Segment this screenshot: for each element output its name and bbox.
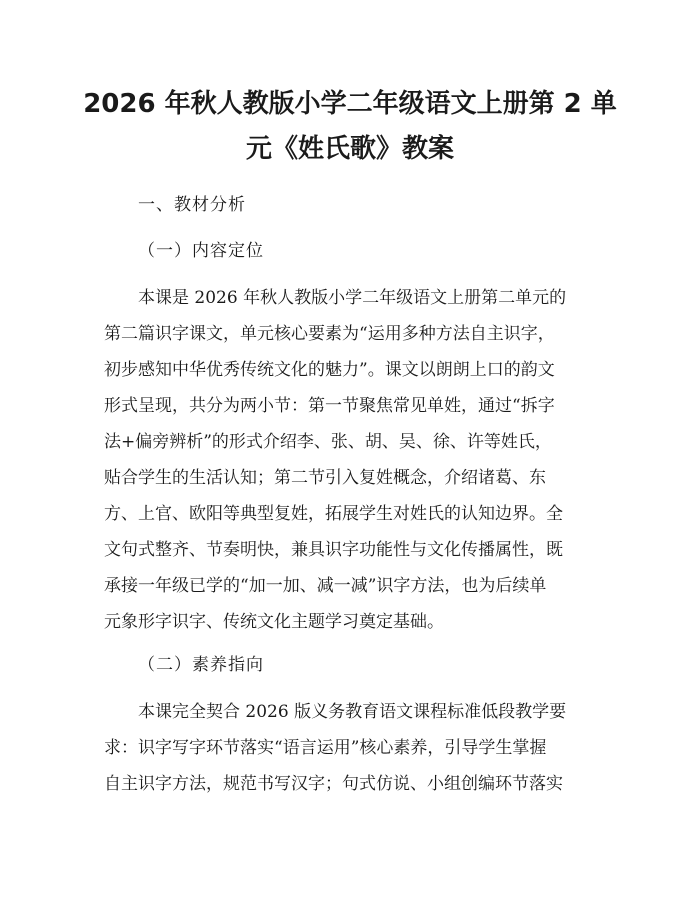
paragraph-line: 贴合学生的生活认知；第二节引入复姓概念，介绍诸葛、东	[104, 468, 546, 488]
paragraph-line: 方、上官、欧阳等典型复姓，拓展学生对姓氏的认知边界。全	[104, 504, 563, 524]
subsection-heading-literacy-orientation: （二）素养指向	[138, 655, 264, 675]
section-heading-teaching-material-analysis: 一、教材分析	[138, 195, 246, 215]
paragraph-line: 求：识字写字环节落实“语言运用”核心素养，引导学生掌握	[104, 738, 547, 758]
paragraph-line: 自主识字方法，规范书写汉字；句式仿说、小组创编环节落实	[104, 774, 563, 794]
document-title-line-1: 2026 年秋人教版小学二年级语文上册第 2 单	[83, 89, 617, 119]
paragraph-line: 第二篇识字课文，单元核心要素为“运用多种方法自主识字，	[104, 324, 555, 344]
subsection-heading-content-positioning: （一）内容定位	[138, 241, 264, 261]
paragraph-line: 文句式整齐、节奏明快，兼具识字功能性与文化传播属性，既	[104, 540, 563, 560]
paragraph-line: 本课是 2026 年秋人教版小学二年级语文上册第二单元的	[138, 288, 567, 308]
paragraph-line: 承接一年级已学的“加一加、减一减”识字方法，也为后续单	[104, 576, 547, 596]
paragraph-line: 元象形字识字、传统文化主题学习奠定基础。	[104, 612, 444, 632]
document-title-line-2: 元《姓氏歌》教案	[245, 134, 454, 164]
paragraph-line: 初步感知中华优秀传统文化的魅力”。课文以朗朗上口的韵文	[104, 360, 555, 380]
paragraph-line: 法+偏旁辨析”的形式介绍李、张、胡、吴、徐、许等姓氏，	[104, 432, 552, 452]
paragraph-line: 本课完全契合 2026 版义务教育语文课程标准低段教学要	[138, 702, 567, 722]
paragraph-line: 形式呈现，共分为两小节：第一节聚焦常见单姓，通过“拆字	[104, 396, 555, 416]
